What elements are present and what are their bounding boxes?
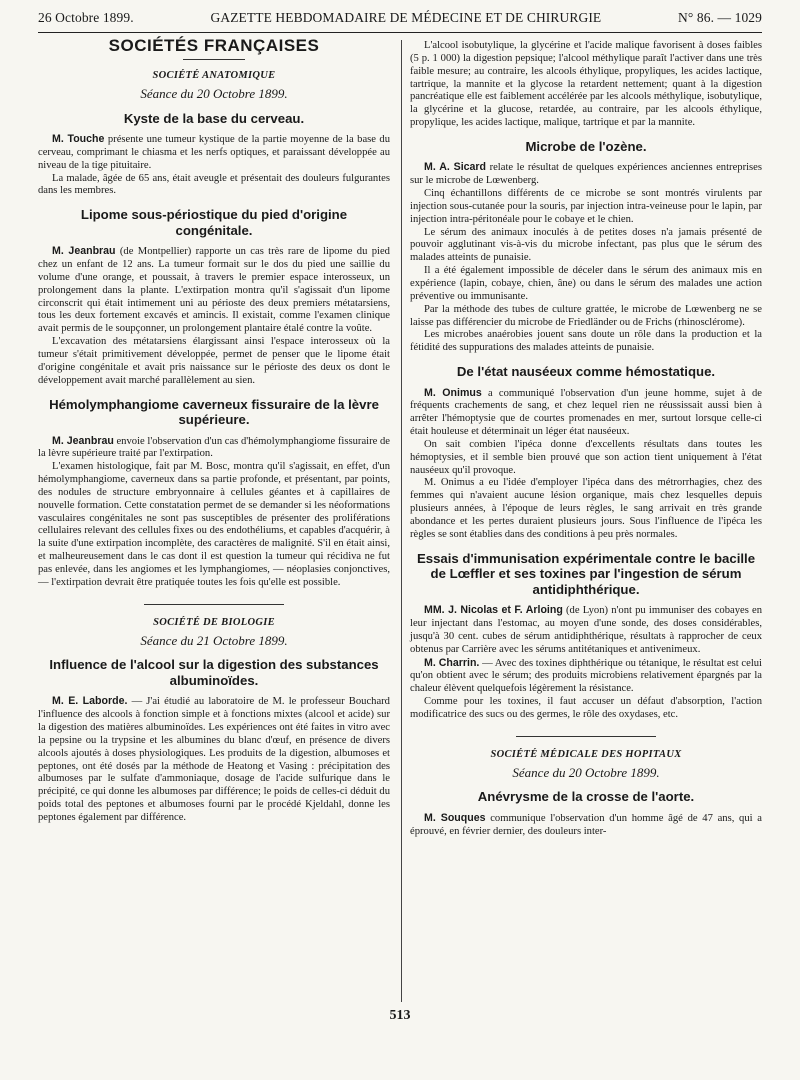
divider — [144, 604, 284, 605]
article-paragraph — [410, 161, 762, 188]
seance-date: Séance du 20 Octobre 1899. — [140, 85, 288, 101]
column-divider — [401, 40, 402, 1002]
society-heading: SOCIÉTÉ MÉDICALE DES HOPITAUX — [490, 748, 682, 760]
author: M. Jeanbrau — [52, 434, 114, 447]
society-heading: SOCIÉTÉ DE BIOLOGIE — [153, 616, 275, 628]
article-paragraph — [410, 657, 762, 697]
article-paragraph — [38, 133, 390, 173]
author: MM. J. Nicolas et F. Arloing — [424, 604, 563, 617]
paragraph-text: envoie l'observation d'un cas d'hémolymphangiome fissuraire de la lèvre supérieure traité par l'extirpation. — [38, 435, 390, 460]
article-title: Microbe de l'ozène. — [525, 138, 647, 154]
author: M. Souques — [424, 811, 486, 824]
article-paragraph — [38, 245, 390, 336]
paragraph-text: — J'ai étudié au laboratoire de M. le professeur Bouchard l'influence des alcools à fonction simple et à fonctions mixtes (alcool et acide) sur la digestion des matières albuminoïdes. Les expériences ont été faites in vitro avec la pepsine ou la trypsine et les albumines du blanc d'œuf, en présence de divers alcools ajoutés à doses physiologiques. Les produits de la digestion, albumoses et peptones, ont été dosés par la méthode de Heatong et Vasing : précipitation des albumoses par le sulfate d'ammoniaque, dosage de l'acide sulfurique dans le précipité, ce qui donne les albumoses par différence; le poids de celles-ci déduit du poids total des peptones et albumoses fourni par le procédé Kjeldahl, donne les peptones également par différence. — [38, 696, 390, 823]
paragraph-text: (de Montpellier) rapporte un cas très rare de lipome du pied chez un enfant de 12 ans. La tumeur formait sur le dos du pied une saillie du volume d'une orange, et poussait, à travers le premier espace interosseux, un prolongement dans la plante. L'extirpation montra qu'il s'agissait d'un lipome circonscrit qui était intimement uni au périoste des deux premiers métatarsiens, tous les deux fortement excavés et amincis. Il existait, comme l'examen clinique avait permis de le soupçonner, un prolongement plantaire étalé contre la voûte. — [38, 246, 390, 335]
article-paragraph: Par la méthode des tubes de culture grattée, le microbe de Lœwenberg ne se laisse pas différencier du microbe de Friedländer ou de Frichs (rhinosclérome). — [410, 303, 762, 328]
author: M. Touche — [52, 133, 105, 146]
article-title: De l'état nauséeux comme hémostatique. — [456, 364, 716, 380]
paragraph-text: relate le résultat de quelques expériences anciennes entreprises sur le microbe de Lœwenberg. — [410, 162, 762, 187]
article-title: Anévrysme de la crosse de l'aorte. — [477, 789, 695, 805]
paragraph-text: (de Lyon) n'ont pu immuniser des cobayes en leur injectant dans l'estomac, au moyen d'une sonde, des doses considérables, jusqu'à 30 cent. cubes de sérum antidiphthérique, résultats à rapprocher de ceux obtenus par Carrière avec les sérums antitétaniques et antivenimeux. — [410, 605, 762, 655]
left-column — [38, 36, 391, 825]
article-paragraph — [38, 695, 390, 824]
article-paragraph: Les microbes anaérobies jouent sans doute un rôle dans la production et la fétidité des suppurations des malades atteints de punaisie. — [410, 329, 762, 354]
right-column — [410, 40, 762, 839]
article-paragraph: L'excavation des métatarsiens élargissant ainsi l'espace interosseux où la tumeur s'était primitivement développée, permet de penser que le lipome était d'origine congénitale et avait pris naissance sur le périoste des deux os dont le développement avait marché parallèlement au sien. — [38, 336, 390, 386]
article-title: Kyste de la base du cerveau. — [123, 110, 305, 126]
author: M. E. Laborde. — [52, 695, 128, 708]
article-paragraph: On sait combien l'ipéca donne d'excellents résultats dans toutes les hémoptysies, et il semble bien prouvé que son action tient uniquement à l'état nauséeux qu'il provoque. — [410, 438, 762, 476]
author: M. Jeanbrau — [52, 245, 116, 258]
article-paragraph: Comme pour les toxines, il faut accuser un défaut d'absorption, l'action modificatrice des sucs ou des germes, le rôle des oxydases, etc. — [410, 696, 762, 720]
paragraph-text: présente une tumeur kystique de la partie moyenne de la base du cerveau, comprimant le chiasma et les nerfs optiques, et paraissant développée au niveau de la tige pituitaire. — [38, 134, 391, 171]
article-paragraph: La malade, âgée de 65 ans, était aveugle et présentait des douleurs fulgurantes dans les membres. — [38, 172, 390, 197]
journal-title: GAZETTE HEBDOMADAIRE DE MÉDECINE ET DE CHIRURGIE — [210, 10, 602, 25]
article-paragraph: Cinq échantillons différents de ce microbe se sont montrés virulents par injection sous-cutanée pour la souris, par injection intra-veineuse pour le lapin, par injection intra-péritonéale pour le cobaye et le chien. — [410, 188, 762, 225]
page-number: 513 — [389, 1008, 411, 1023]
article-paragraph: Le sérum des animaux inoculés à de petites doses n'a jamais présenté de pouvoir agglutinant vis-à-vis du microbe infectant, pas plus que le sérum des malades atteints de punaisie. — [410, 226, 762, 264]
author: M. Charrin. — [424, 656, 480, 669]
article-title: Lipome sous-périostique du pied d'origine congénitale. — [80, 207, 348, 238]
running-header — [38, 10, 762, 33]
header-date: 26 Octobre 1899. — [38, 10, 134, 25]
divider — [183, 59, 245, 60]
article-paragraph: L'alcool isobutylique, la glycérine et l'acide malique favorisent à doses faibles (5 p. 1 000) la digestion pepsique; l'alcool méthylique paraît l'activer dans une très faible mesure; au contraire, les alcools éthylique, propyliques, les acides lactique, tartrique, la mannite et la glycose la retardent nettement; quant à la digestion pancréatique elle est faiblement accélérée par les alcools méthylique, isobutylique, la glycérine et la glucose, retardée, au contraire, par les alcools éthylique, propylique, les acides lactique, malique, tartrique et par la mannite. — [410, 40, 762, 129]
paragraph-text: communique l'observation d'un homme âgé de 47 ans, qui a éprouvé, en février dernier, des douleurs inter- — [410, 812, 762, 837]
article-title: Influence de l'alcool sur la digestion des substances albuminoïdes. — [49, 657, 379, 688]
society-heading: SOCIÉTÉ ANATOMIQUE — [152, 69, 276, 81]
article-paragraph — [410, 604, 762, 656]
article-title: Hémolymphangiome caverneux fissuraire de la lèvre supérieure. — [49, 396, 379, 428]
article-paragraph — [410, 387, 762, 439]
article-paragraph: Il a été également impossible de déceler dans le sérum des animaux mis en expérience (lapin, cobaye, chien, âne) ou dans le sérum des malades une action préventive ou immunisante. — [410, 265, 762, 302]
article-paragraph: M. Onimus a eu l'idée d'employer l'ipéca dans des métrorrhagies, chez des femmes qui n'avaient aucune lésion organique, mais chez lesquelles depuis plusieurs années, à l'époque de leurs règles, le sang arrivait en très grande abondance et les pertes duraient plusieurs jours. Sous l'influence de l'ipéca les règles se sont établies dans des conditions à peu près normales. — [410, 477, 762, 540]
issue-number: N° 86. — 1029 — [678, 10, 762, 25]
paragraph-text: — Avec des toxines diphthérique ou tétanique, le résultat est celui qu'on obtient avec le sérum; des produits microbiens relativement épargnés par la chaleur élèvent quelquefois légèrement la résistance. — [410, 657, 763, 695]
article-paragraph — [38, 435, 390, 462]
article-paragraph: L'examen histologique, fait par M. Bosc, montra qu'il s'agissait, en effet, d'un hémolymphangiome, caverneux dans sa partie profonde, et présentant, par points, des nodules de structure embryonnaire à cellules géantes et à capillaires de nouvelle formation. Cette constatation permet de se demander si les néoformations vasculaires congénitales ne sont pas susceptibles de présenter des proliférations cellulaires relevant des cellules fixes ou des endothéliums, et capables d'acquérir, à la suite d'une extirpation incomplète, des caractères de malignité. S'il en était ainsi, et malheureusement dans le cas dont il est question la tumeur qui récidiva ne fut pas enlevée, dans les angiomes et les lymphangiomes, — néoplasies conjonctives, — l'extirpation devrait être pratiquée toutes les fois qu'elle est possible. — [38, 461, 390, 588]
seance-date: Séance du 21 Octobre 1899. — [140, 632, 288, 648]
divider — [516, 736, 656, 737]
article-paragraph — [410, 812, 762, 839]
author: M. Onimus — [424, 386, 482, 399]
article-title: Essais d'immunisation expérimentale contre le bacille de Lœffler et ses toxines par l'ingestion de sérum antidiphthérique. — [416, 550, 756, 597]
author: M. A. Sicard — [424, 161, 487, 174]
paragraph-text: a communiqué l'observation d'un jeune homme, sujet à de fréquents crachements de sang, et chez lequel rien ne réussissait aussi bien à arrêter l'hémoptysie que de courtes promenades en mer, surtout lorsque celle-ci était houleuse et déterminait un léger état nauséeux. — [410, 387, 762, 438]
seance-date: Séance du 20 Octobre 1899. — [512, 764, 660, 780]
section-title: SOCIÉTÉS FRANÇAISES — [108, 36, 320, 55]
